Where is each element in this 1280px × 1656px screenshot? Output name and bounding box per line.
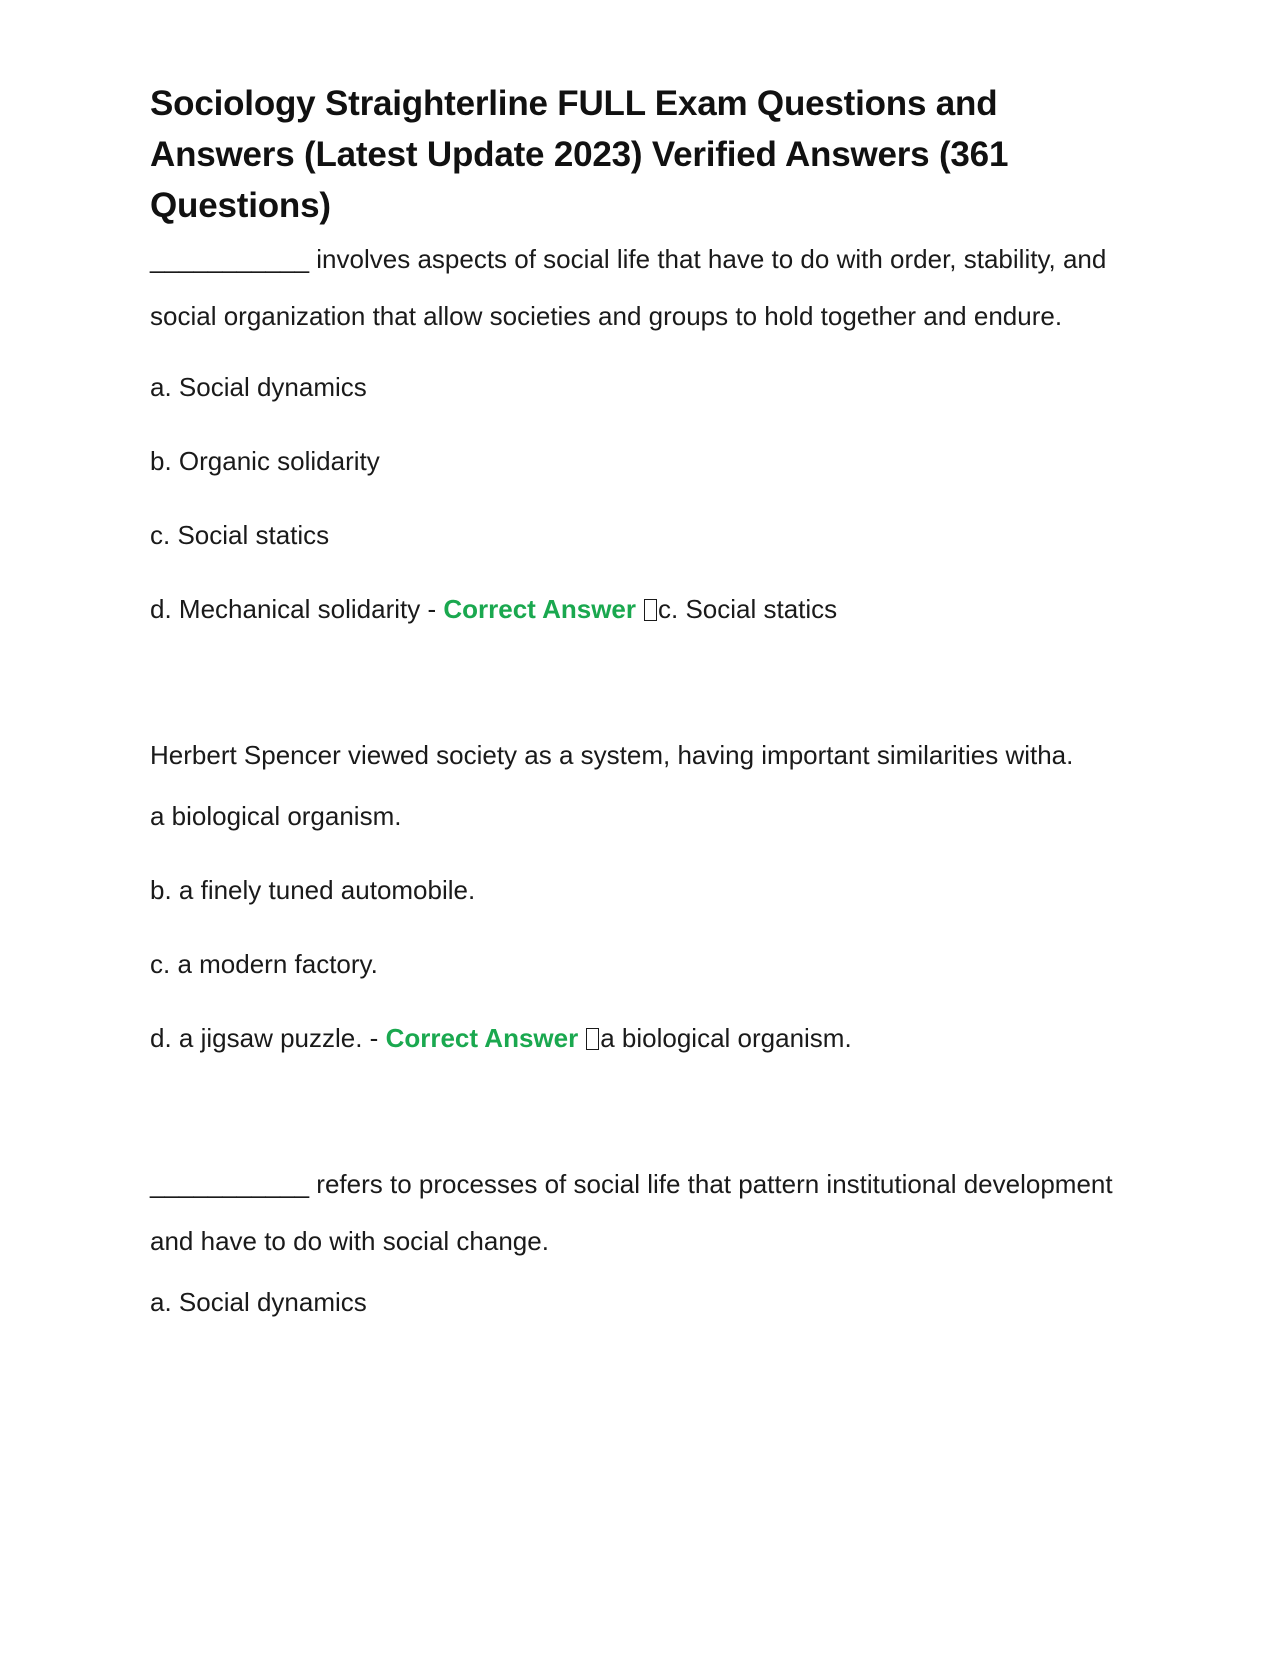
missing-glyph-icon — [644, 599, 657, 621]
question-2-option-d: d. a jigsaw puzzle. - — [150, 1023, 386, 1053]
question-2-option-d-line — [150, 1022, 1150, 1054]
document-page — [150, 78, 1150, 1318]
question-1-option-b: b. Organic solidarity — [150, 446, 380, 476]
question-1 — [150, 231, 1150, 625]
question-3-stem: ___________ refers to processes of social life that pattern institutional development and have to do with social change. — [150, 1169, 1113, 1256]
question-1-option-d: d. Mechanical solidarity - — [150, 594, 444, 624]
correct-answer-label: Correct Answer — [443, 594, 636, 624]
correct-answer-label: Correct Answer — [385, 1023, 579, 1053]
question-2 — [150, 727, 1150, 1054]
question-1-option-d-line — [150, 593, 1150, 625]
question-1-stem: ___________ involves aspects of social life that have to do with order, stability, and social organization that allow societies and groups to hold together and endure. — [150, 244, 1107, 331]
question-2-option-a: a biological organism. — [150, 801, 402, 831]
question-2-answer: a biological organism. — [600, 1023, 852, 1053]
question-2-option-c: c. a modern factory. — [150, 949, 378, 979]
document-title: Sociology Straighterline FULL Exam Questions and Answers (Latest Update 2023) Verified Answers (361 Questions) — [150, 84, 1009, 225]
question-1-option-a: a. Social dynamics — [150, 372, 367, 402]
question-1-option-c: c. Social statics — [150, 520, 330, 550]
question-3-option-a: a. Social dynamics — [150, 1287, 367, 1317]
missing-glyph-icon — [586, 1028, 599, 1050]
question-3 — [150, 1156, 1150, 1318]
question-1-answer: c. Social statics — [658, 594, 838, 624]
question-2-option-b: b. a finely tuned automobile. — [150, 875, 476, 905]
question-2-stem: Herbert Spencer viewed society as a system, having important similarities witha. — [150, 740, 1074, 770]
